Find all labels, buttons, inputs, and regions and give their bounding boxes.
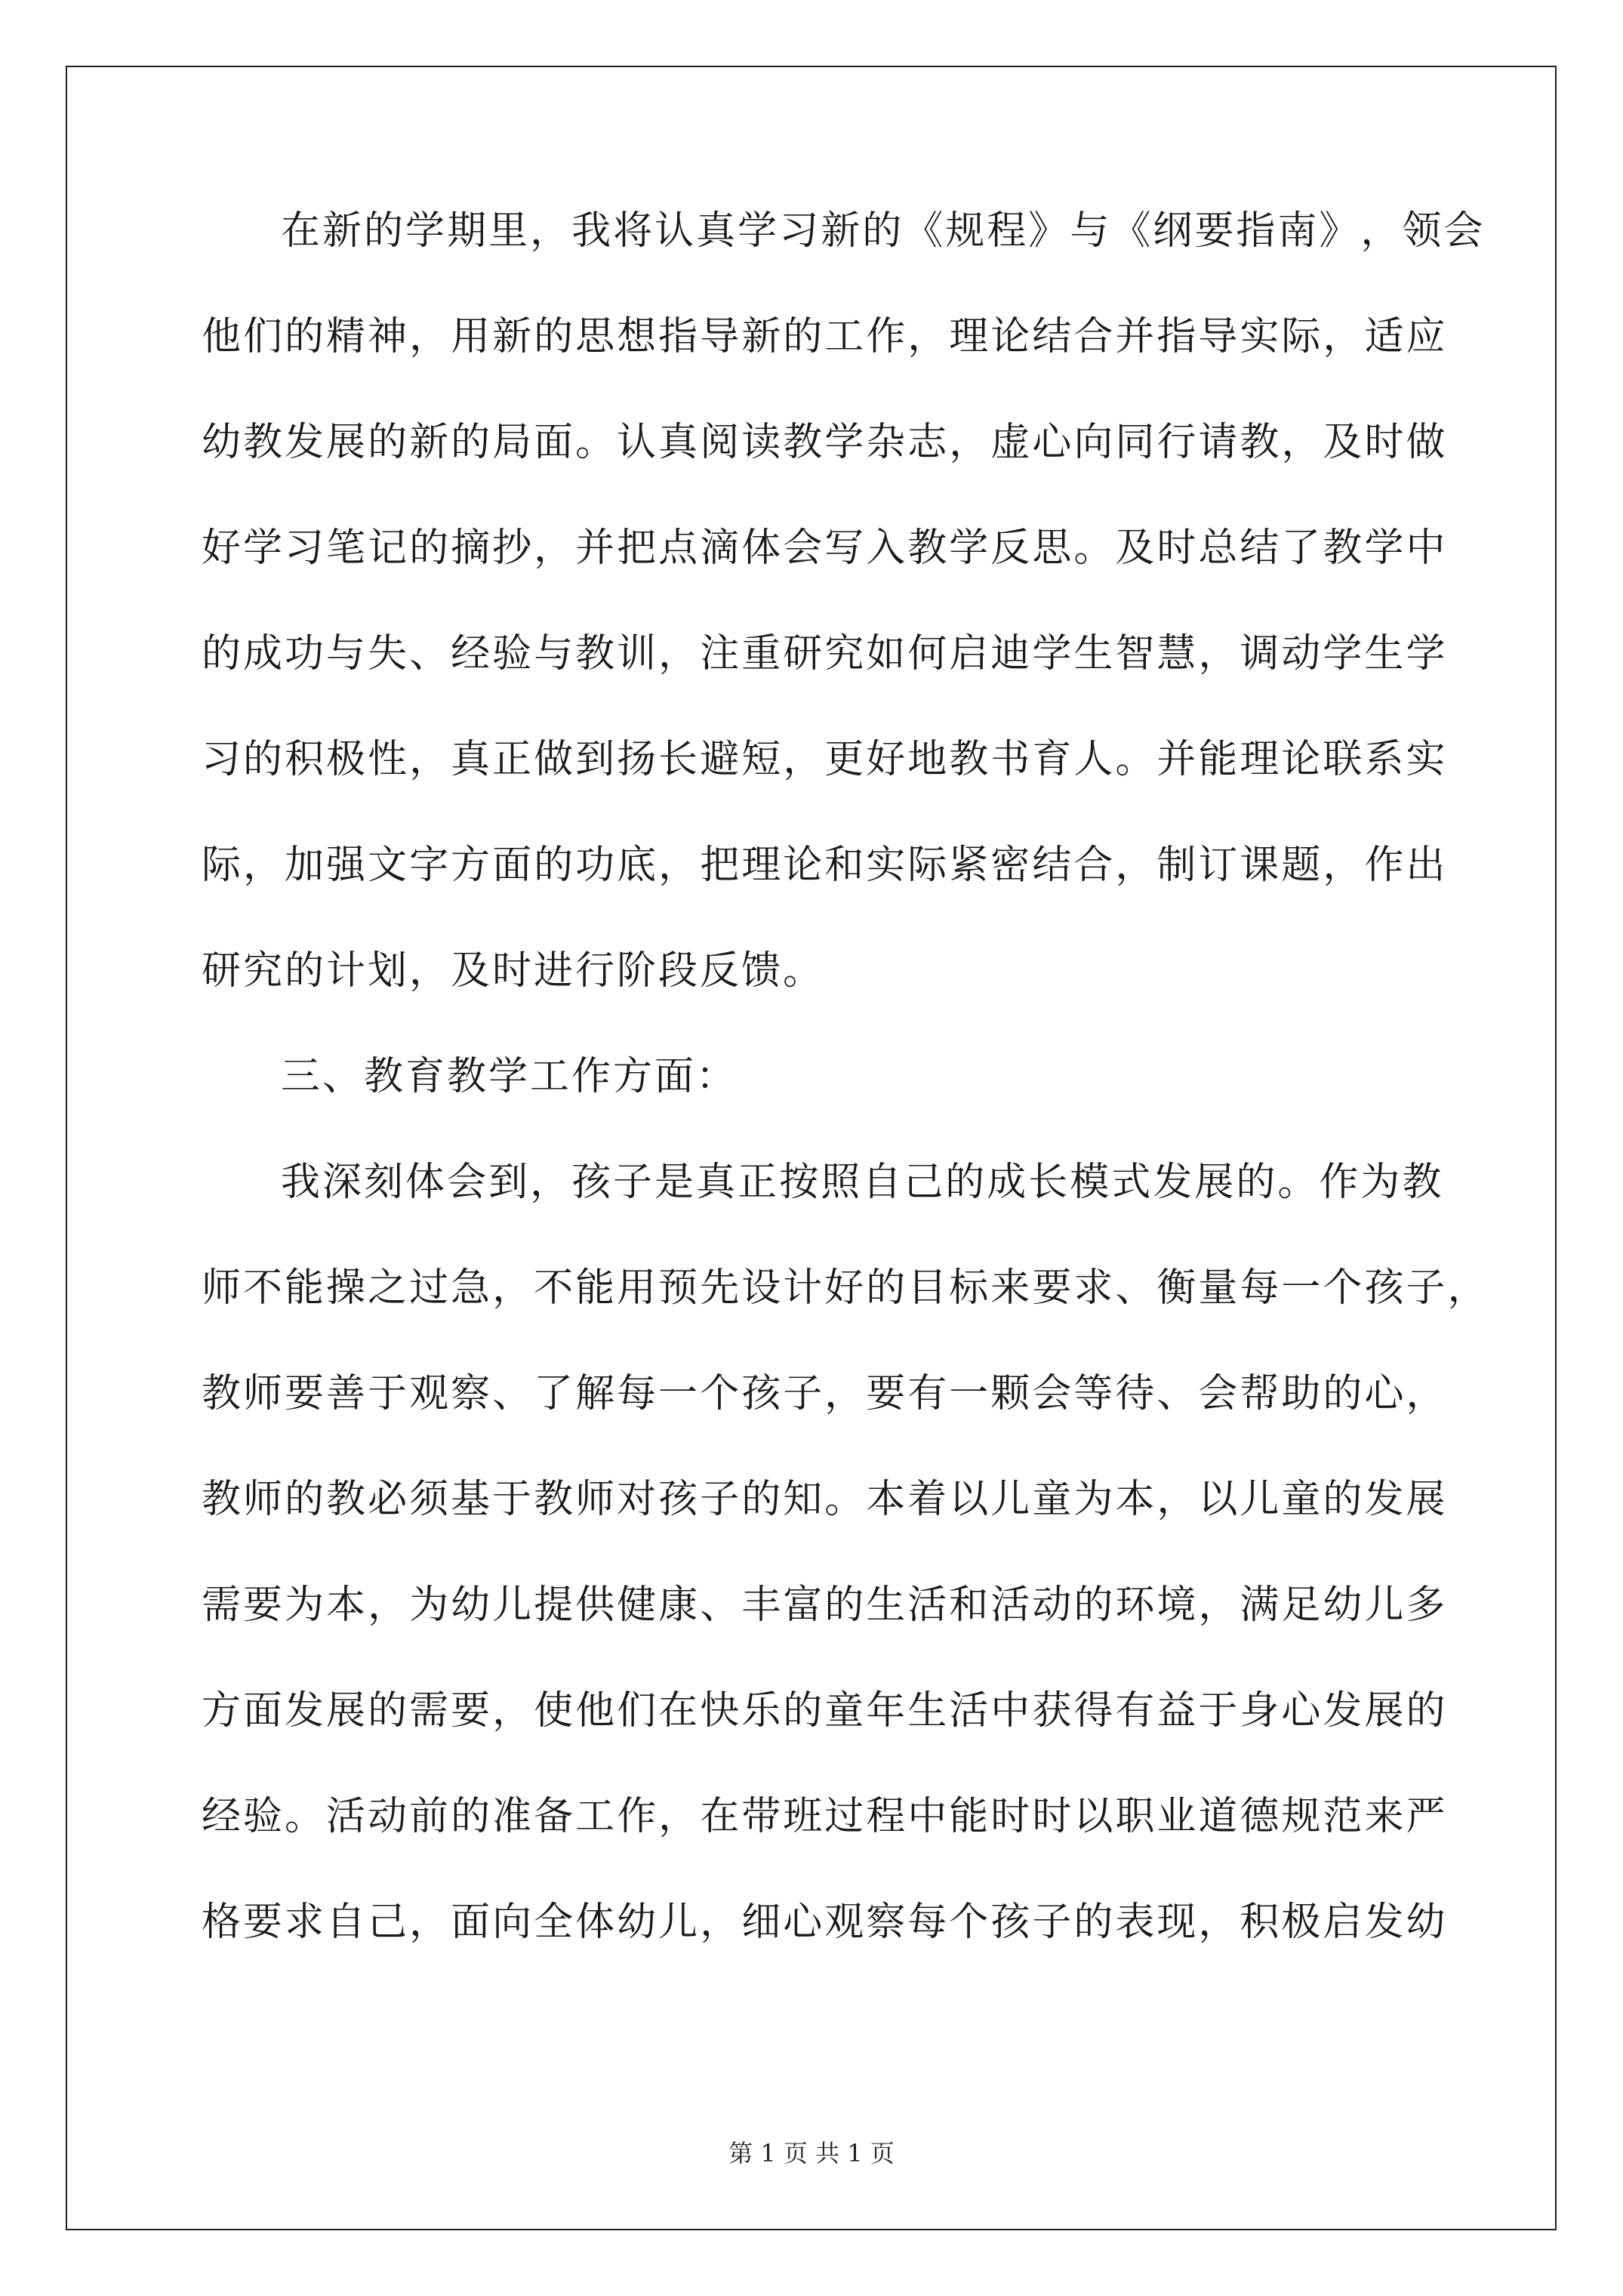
text-line: 在 新 的 学 期 里 ， 我 将 认 真 学 习 新 的 《 规 程 》 与 《 纲 要 指 南 》 ， 领 会 <box>281 208 1486 254</box>
text-line: 经 验 。 活 动 前 的 准 备 工 作 ， 在 带 班 过 程 中 能 时 时 以 职 业 道 德 规 范 来 严 <box>202 1794 1448 1839</box>
document-body <box>202 208 1489 2008</box>
text-line: 研究的计划，及时进行阶段反馈。 <box>202 948 825 994</box>
text-line: 好 学 习 笔 记 的 摘 抄 ， 并 把 点 滴 体 会 写 入 教 学 反 思 。 及 时 总 结 了 教 学 中 <box>202 525 1448 571</box>
text-line: 幼 教 发 展 的 新 的 局 面 。 认 真 阅 读 教 学 杂 志 ， 虚 心 向 同 行 请 教 ， 及 时 做 <box>202 420 1448 465</box>
text-line: 三、教育教学工作方面： <box>281 1054 738 1099</box>
text-line: 格 要 求 自 己 ， 面 向 全 体 幼 儿 ， 细 心 观 察 每 个 孩 子 的 表 现 ， 积 极 启 发 幼 <box>202 1900 1448 1945</box>
text-line: 师 不 能 操 之 过 急 ， 不 能 用 预 先 设 计 好 的 目 标 来 要 求 、 衡 量 每 一 个 孩 子 ， <box>202 1265 1489 1311</box>
text-line: 教 师 的 教 必 须 基 于 教 师 对 孩 子 的 知 。 本 着 以 儿 童 为 本 ， 以 儿 童 的 发 展 <box>202 1477 1448 1522</box>
text-line: 需 要 为 本 ， 为 幼 儿 提 供 健 康 、 丰 富 的 生 活 和 活 动 的 环 境 ， 满 足 幼 儿 多 <box>202 1583 1448 1628</box>
text-line: 习 的 积 极 性 ， 真 正 做 到 扬 长 避 短 ， 更 好 地 教 书 育 人 。 并 能 理 论 联 系 实 <box>202 737 1448 782</box>
text-line: 方 面 发 展 的 需 要 ， 使 他 们 在 快 乐 的 童 年 生 活 中 获 得 有 益 于 身 心 发 展 的 <box>202 1688 1448 1734</box>
text-line: 教 师 要 善 于 观 察 、 了 解 每 一 个 孩 子 ， 要 有 一 颗 会 等 待 、 会 帮 助 的 心 ， <box>202 1371 1448 1416</box>
text-line: 我 深 刻 体 会 到 ， 孩 子 是 真 正 按 照 自 己 的 成 长 模 式 发 展 的 。 作 为 教 <box>281 1160 1444 1205</box>
text-line: 际 ， 加 强 文 字 方 面 的 功 底 ， 把 理 论 和 实 际 紧 密 结 合 ， 制 订 课 题 ， 作 出 <box>202 843 1448 888</box>
page-footer: 第 1 页 共 1 页 <box>728 2139 895 2168</box>
text-line: 他 们 的 精 神 ， 用 新 的 思 想 指 导 新 的 工 作 ， 理 论 结 合 并 指 导 实 际 ， 适 应 <box>202 314 1448 359</box>
text-line: 的 成 功 与 失 、 经 验 与 教 训 ， 注 重 研 究 如 何 启 迪 学 生 智 慧 ， 调 动 学 生 学 <box>202 631 1448 676</box>
